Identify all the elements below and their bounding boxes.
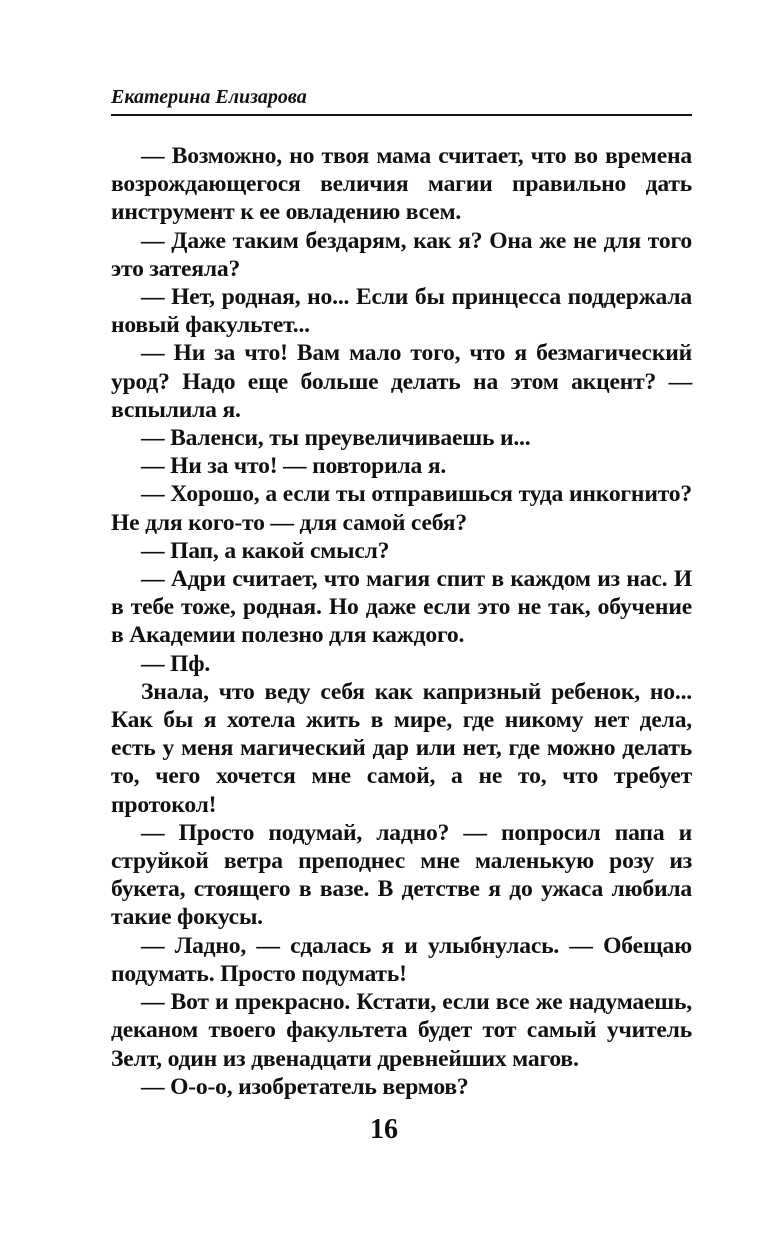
page-number: 16 [370,1114,398,1145]
paragraph: Знала, что веду себя как капризный ребенок, но... Как бы я хотела жить в мире, где никому нет дела, есть у меня магический дар или нет, где можно делать то, чего хочется мне самой, а не то, что требует протокол! [111,678,692,818]
paragraph: — Ладно, — сдалась я и улыбнулась. — Обещаю подумать. Просто подумать! [111,932,692,987]
paragraph: — Валенси, ты преувеличиваешь и... [141,425,531,452]
author-name: Екатерина Елизарова [111,86,307,108]
paragraph: — Даже таким бездарям, как я? Она же не для того это затеяла? [111,227,692,282]
paragraph: — Вот и прекрасно. Кстати, если все же надумаешь, деканом твоего факультета будет тот самый учитель Зелт, один из двенадцати древнейших магов. [111,989,692,1072]
paragraph: — Адри считает, что магия спит в каждом из нас. И в тебе тоже, родная. Но даже если это не так, обучение в Академии полезно для каждого. [111,566,692,649]
paragraph: — Просто подумай, ладно? — попросил папа и струйкой ветра преподнес мне маленькую розу из букета, стоящего в вазе. В детстве я до ужаса любила такие фокусы. [111,819,692,931]
paragraph: — О-о-о, изобретатель вермов? [141,1073,469,1100]
paragraph: — Ни за что! — повторила я. [141,453,447,480]
paragraph: — Пап, а какой смысл? [141,537,390,564]
running-head [111,80,692,116]
paragraph: — Возможно, но твоя мама считает, что во времена возрождающегося величия магии правильно дать инструмент к ее овладению всем. [111,143,692,226]
paragraph: — Ни за что! Вам мало того, что я безмагический урод? Надо еще больше делать на этом акцент? — вспылила я. [111,340,692,423]
body-text [111,142,692,1101]
paragraph: — Пф. [141,650,211,677]
paragraph: — Нет, родная, но... Если бы принцесса поддержала новый факультет... [111,284,692,339]
paragraph: — Хорошо, а если ты отправишься туда инкогнито? Не для кого-то — для самой себя? [111,481,692,536]
